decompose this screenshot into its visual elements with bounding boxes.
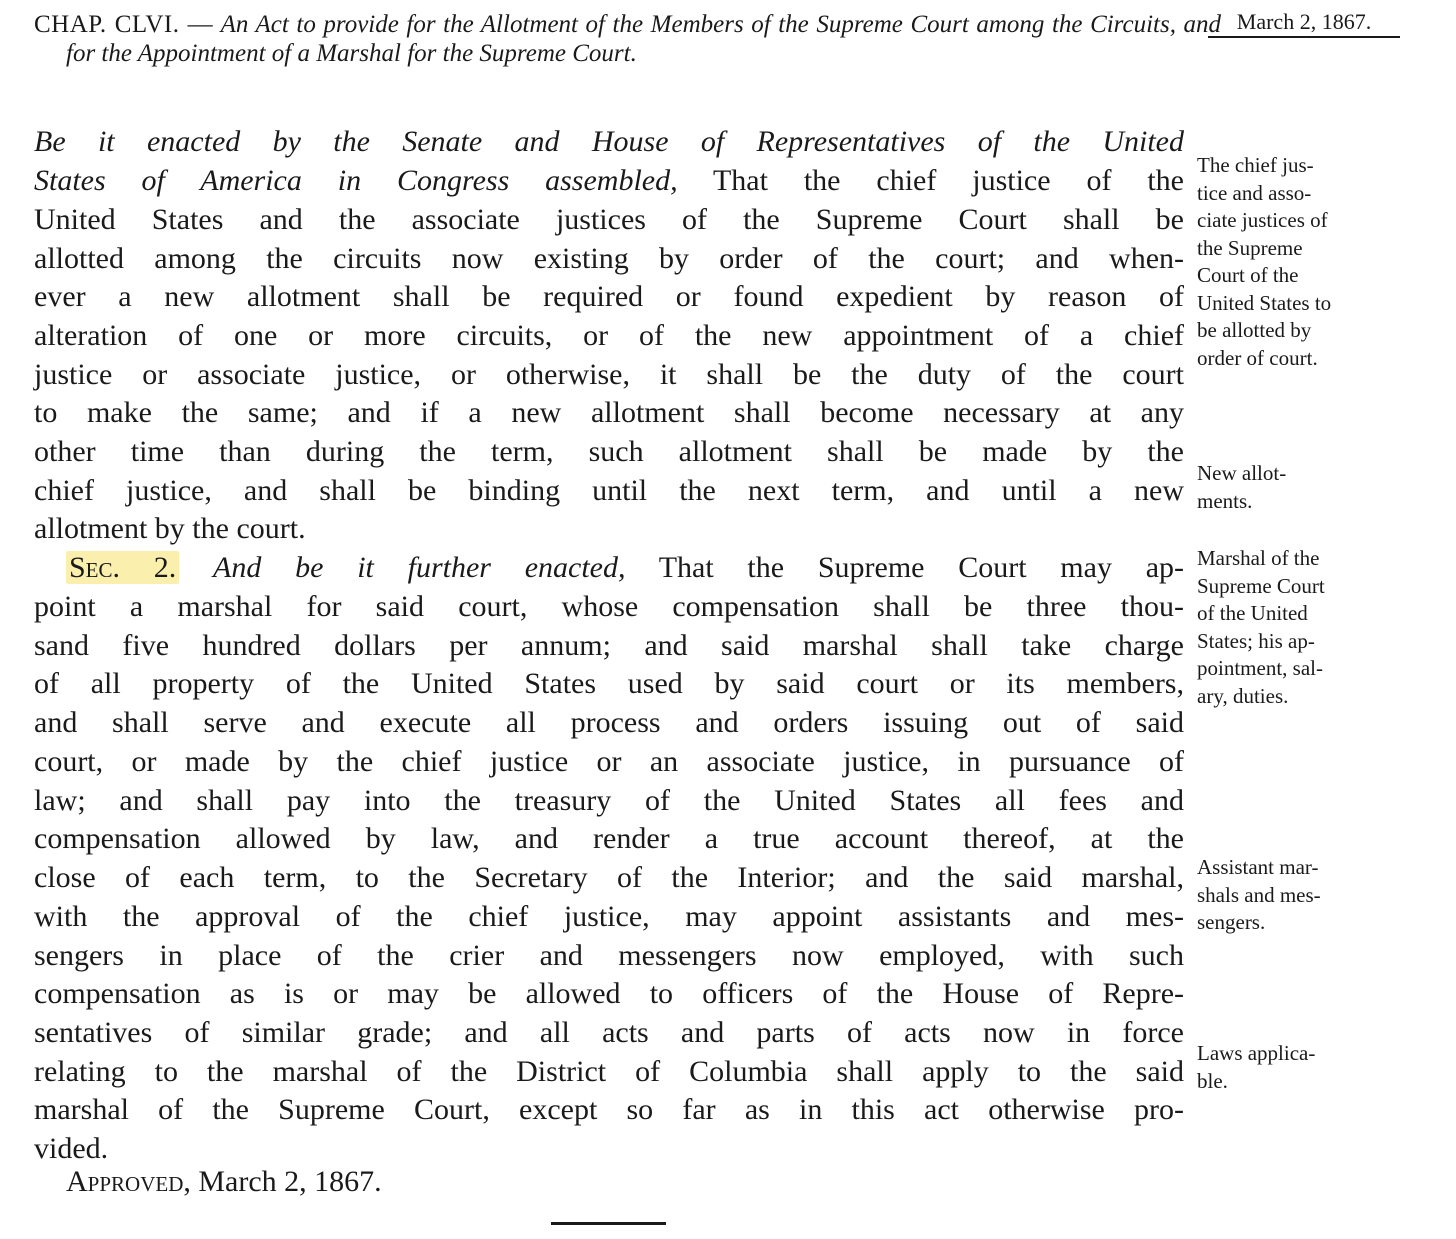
text-line <box>34 278 1184 317</box>
margin-note-line: ments. <box>1197 488 1253 513</box>
text-line <box>34 820 1184 859</box>
text-line <box>34 433 1184 472</box>
act-title: An Act to provide for the Allotment of the Members of the Supreme Court among the Circuits, and for the Appointment of a Marshal for the Supreme Court. <box>66 11 1222 67</box>
text-run: sentatives of similar grade; and all acts and parts of acts now in force <box>34 1016 1184 1049</box>
margin-note-line: United States to <box>1197 290 1332 315</box>
margin-note-line: ciate justices of <box>1197 208 1328 232</box>
text-line <box>34 782 1184 821</box>
margin-note-line: the Supreme <box>1197 235 1303 260</box>
margin-note-line: sengers. <box>1197 910 1266 934</box>
text-run: court, or made by the chief justice or an associate justice, in pursuance of <box>34 745 1184 778</box>
text-line <box>34 665 1184 704</box>
margin-note-line: Assistant mar- <box>1197 855 1319 879</box>
margin-note-line: ary, duties. <box>1197 683 1289 708</box>
margin-note-line: New allot- <box>1197 461 1287 485</box>
margin-note-line: Laws applica- <box>1197 1041 1316 1065</box>
text-run: and shall serve and execute all process and orders issuing out of said <box>34 706 1184 739</box>
text-line <box>34 859 1184 898</box>
text-run: other time than during the term, such allotment shall be made by the <box>34 435 1184 468</box>
text-run: compensation as is or may be allowed to officers of the House of Repre- <box>34 977 1184 1010</box>
text-run: point a marshal for said court, whose compensation shall be three thou- <box>34 590 1184 623</box>
margin-note-line: be allotted by <box>1197 318 1312 342</box>
margin-note <box>1197 152 1407 372</box>
margin-note-line: tice and asso- <box>1197 180 1312 205</box>
text-run: March 2, 1867. <box>190 1165 382 1198</box>
margin-note-line: States; his ap- <box>1197 628 1315 653</box>
margin-note-line: shals and mes- <box>1197 882 1321 907</box>
text-run: sand five hundred dollars per annum; and said marshal shall take charge <box>34 629 1184 662</box>
text-run: marshal of the Supreme Court, except so far as in this act otherwise pro- <box>34 1093 1184 1126</box>
margin-note-line: pointment, sal- <box>1197 656 1323 680</box>
text-line <box>34 356 1184 395</box>
text-line <box>34 394 1184 433</box>
margin-note <box>1197 545 1407 710</box>
text-line <box>34 240 1184 279</box>
margin-note-line: order of court. <box>1197 345 1318 370</box>
text-run: allotted among the circuits now existing by order of the court; and when- <box>34 242 1184 275</box>
chapter-heading <box>34 10 1221 68</box>
text-line <box>34 704 1184 743</box>
margin-note-line: Marshal of the <box>1197 546 1320 570</box>
text-run: allotment by the court. <box>34 512 306 545</box>
margin-note-line: The chief jus- <box>1197 153 1314 177</box>
text-run: relating to the marshal of the District of Columbia shall apply to the said <box>34 1055 1184 1088</box>
section-label-highlighted: Sec. 2. <box>66 551 179 584</box>
text-line <box>34 975 1184 1014</box>
text-line <box>34 317 1184 356</box>
text-line <box>34 510 1184 549</box>
margin-note-line: ble. <box>1197 1068 1228 1093</box>
enactment-date: March 2, 1867. <box>1208 9 1400 38</box>
text-run: compensation allowed by law, and render a true account thereof, at the <box>34 822 1184 855</box>
text-run <box>179 551 213 584</box>
text-line <box>34 201 1184 240</box>
margin-note <box>1197 1040 1407 1095</box>
text-line <box>34 1014 1184 1053</box>
text-line <box>34 898 1184 937</box>
margin-note-line: Court of the <box>1197 263 1299 287</box>
margin-note <box>1197 854 1407 937</box>
margin-note-line: of the United <box>1197 601 1308 625</box>
margin-note-line: Supreme Court <box>1197 573 1325 598</box>
chapter-label: CHAP. CLVI. — <box>34 11 214 38</box>
text-run: States of America in Congress assembled, <box>34 164 678 197</box>
text-run: close of each term, to the Secretary of the Interior; and the said marshal, <box>34 861 1184 894</box>
text-line <box>34 588 1184 627</box>
text-run: sengers in place of the crier and messengers now employed, with such <box>34 939 1184 972</box>
text-line <box>66 549 1184 588</box>
text-line <box>34 627 1184 666</box>
text-run: Be it enacted by the Senate and House of Representatives of the United <box>34 125 1184 158</box>
text-run: United States and the associate justices of the Supreme Court shall be <box>34 203 1184 236</box>
text-line <box>34 472 1184 511</box>
text-run: law; and shall pay into the treasury of the United States all fees and <box>34 784 1184 817</box>
text-run: Approved, <box>66 1165 191 1198</box>
text-run: to make the same; and if a new allotment shall become necessary at any <box>34 396 1184 429</box>
text-run: ever a new allotment shall be required or found expedient by reason of <box>34 280 1184 313</box>
text-run: And be it further enacted, <box>213 551 626 584</box>
text-run: chief justice, and shall be binding until the next term, and until a new <box>34 474 1184 507</box>
closing-rule <box>551 1222 666 1225</box>
text-line <box>34 1091 1184 1130</box>
text-run: vided. <box>34 1132 109 1165</box>
text-line <box>34 1053 1184 1092</box>
text-line <box>34 743 1184 782</box>
text-run: That the Supreme Court may ap- <box>625 551 1185 584</box>
text-line <box>34 123 1184 162</box>
text-line <box>34 162 1184 201</box>
text-run: with the approval of the chief justice, may appoint assistants and mes- <box>34 900 1184 933</box>
text-line <box>34 937 1184 976</box>
text-run: of all property of the United States used by said court or its members, <box>34 667 1184 700</box>
margin-note <box>1197 460 1407 515</box>
text-run: justice or associate justice, or otherwise, it shall be the duty of the court <box>34 358 1184 391</box>
text-line <box>66 1163 1184 1202</box>
text-run: alteration of one or more circuits, or of the new appointment of a chief <box>34 319 1184 352</box>
text-run: That the chief justice of the <box>677 164 1184 197</box>
